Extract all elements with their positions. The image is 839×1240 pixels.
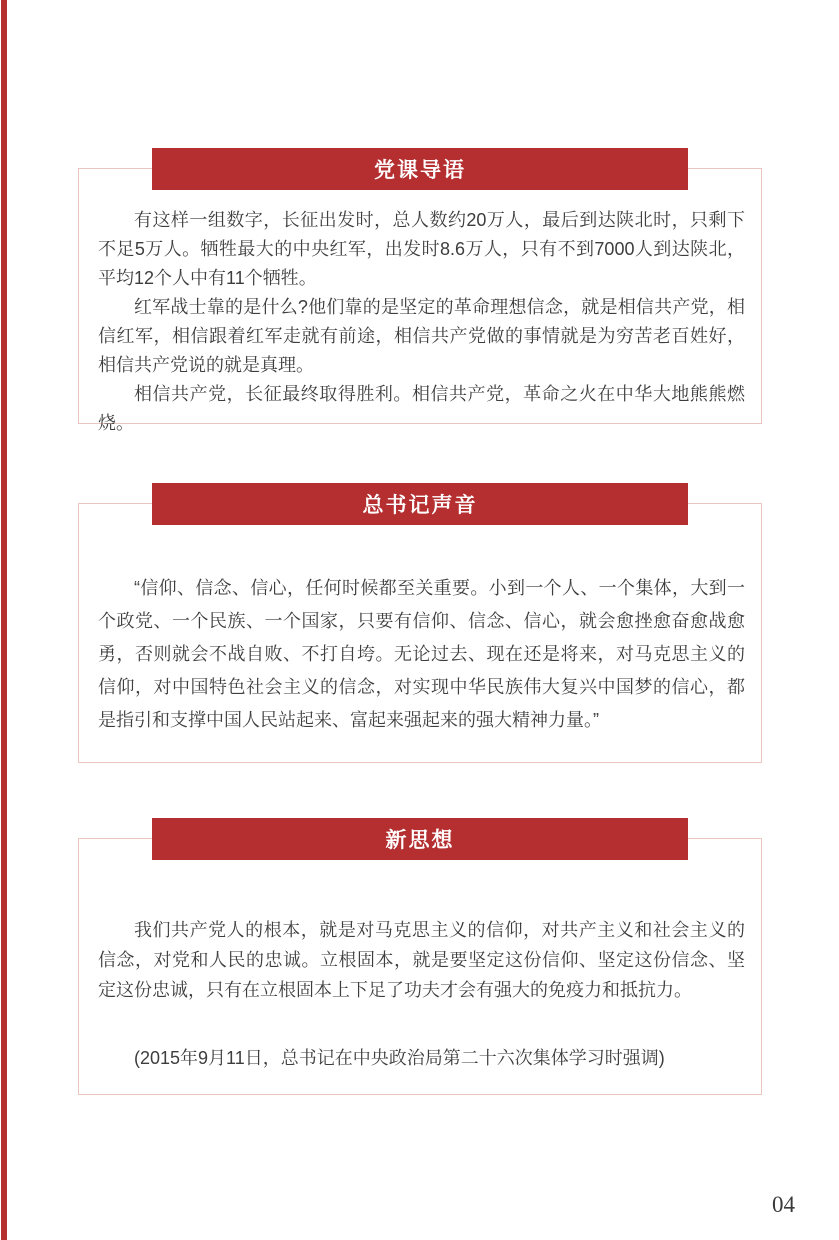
section-party-lesson-intro xyxy=(78,159,762,433)
section-header-banner xyxy=(152,818,688,860)
section-new-thought xyxy=(78,829,762,1095)
section-content xyxy=(79,839,761,1073)
paragraph: 我们共产党人的根本，就是对马克思主义的信仰，对共产主义和社会主义的信念，对党和人民的忠诚。立根固本，就是要坚定这份信仰、坚定这份信念、坚定这份忠诚，只有在立根固本上下足了功夫才会有强大的免疫力和抵抗力。 xyxy=(98,920,745,1000)
paragraph: 红军战士靠的是什么?他们靠的是坚定的革命理想信念，就是相信共产党，相信红军，相信跟着红军走就有前途，相信共产党做的事情就是为穷苦老百姓好，相信共产党说的就是真理。 xyxy=(98,297,745,375)
paragraph: 相信共产党，长征最终取得胜利。相信共产党，革命之火在中华大地熊熊燃烧。 xyxy=(98,384,745,433)
section-content xyxy=(79,504,761,737)
section-title: 总书记声音 xyxy=(362,494,478,517)
paragraph: “信仰、信念、信心，任何时候都至关重要。小到一个人、一个集体，大到一个政党、一个民族、一个国家，只要有信仰、信念、信心，就会愈挫愈奋愈战愈勇，否则就会不战自败、不打自垮。无论过去、现在还是将来，对马克思主义的信仰，对中国特色社会主义的信念，对实现中华民族伟大复兴中国梦的信心，都是指引和支撑中国人民站起来、富起来强起来的强大精神力量。” xyxy=(98,578,745,730)
page-number: 04 xyxy=(772,1192,795,1217)
paragraph: 有这样一组数字，长征出发时，总人数约20万人，最后到达陕北时，只剩下不足5万人。牺牲最大的中央红军，出发时8.6万人，只有不到7000人到达陕北，平均12个人中有11个牺牲。 xyxy=(98,210,745,288)
section-header-banner xyxy=(152,483,688,525)
section-general-secretary-voice xyxy=(78,494,762,763)
section-title: 新思想 xyxy=(385,829,455,852)
section-title: 党课导语 xyxy=(374,159,466,182)
attribution: (2015年9月11日，总书记在中央政治局第二十六次集体学习时强调) xyxy=(134,1048,665,1068)
section-content xyxy=(79,169,761,438)
section-header-banner xyxy=(152,148,688,190)
left-accent-bar xyxy=(1,0,7,1240)
